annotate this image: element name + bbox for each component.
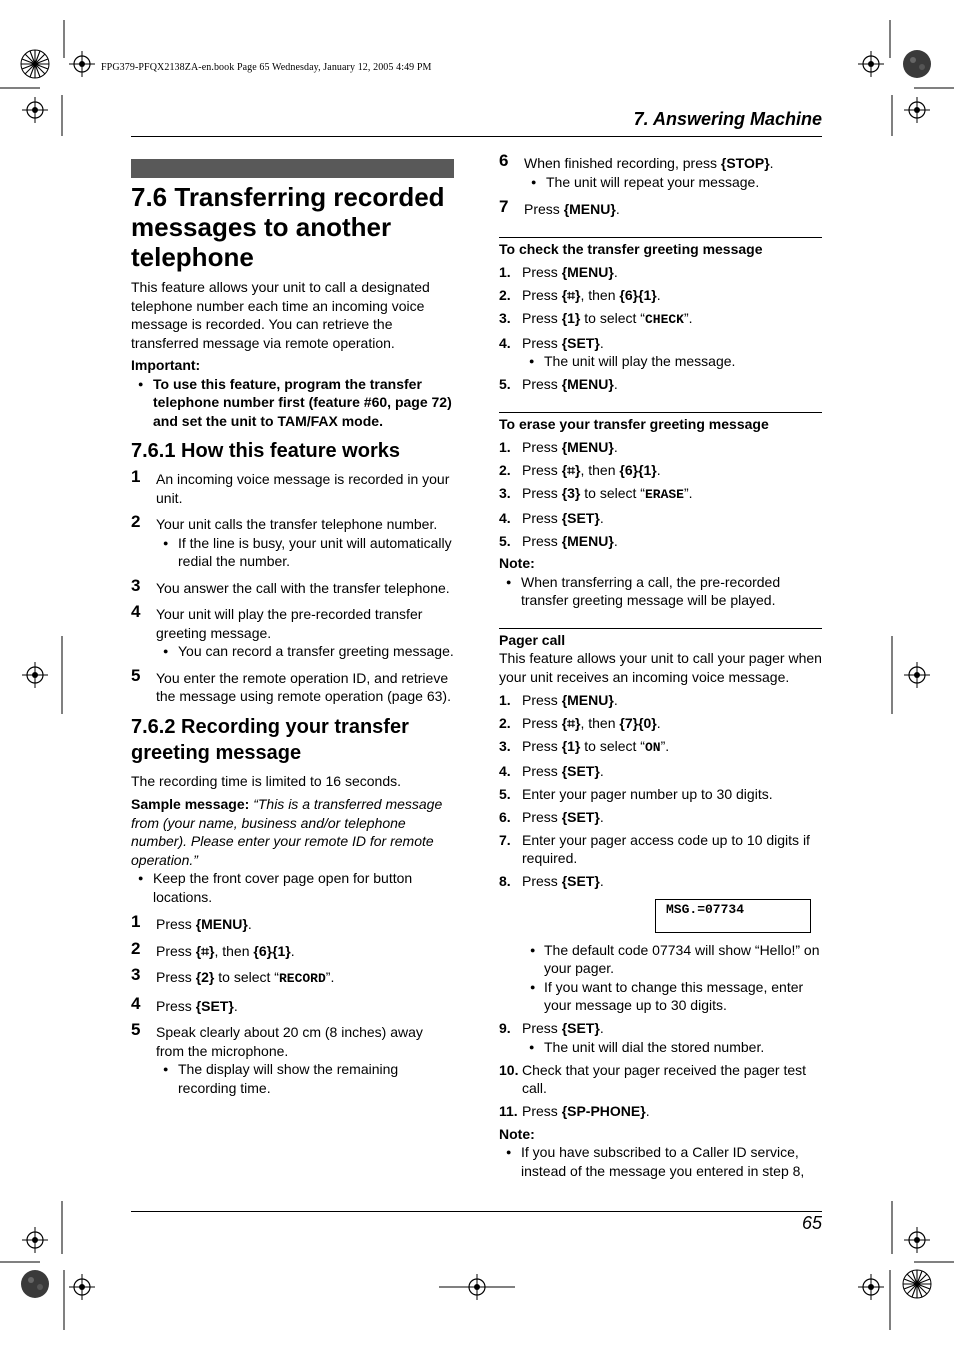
erase-note-label: Note: (499, 555, 535, 571)
lcd-display: MSG.=07734 (655, 899, 811, 933)
display-note-1: ● The default code 07734 will show “Hello!” on your pager. (499, 941, 822, 978)
recording-time: The recording time is limited to 16 seconds. (131, 772, 402, 789)
header-rule (131, 136, 822, 137)
footer-rule (131, 1211, 822, 1212)
how-step-2: 2 Your unit calls the transfer telephone number. ● If the line is busy, your unit will automatically redial the number. (131, 515, 454, 571)
how-step-1: 1 An incoming voice message is recorded in your unit. (131, 467, 450, 506)
rec-step-2: 2 Press {⌗}, then {6}{1}. (131, 938, 295, 959)
rec-step-1: 1 Press {MENU}. (131, 912, 252, 932)
pager-intro: This feature allows your unit to call your pager when your unit receives an incoming voice message. (499, 650, 822, 685)
pager-note-label: Note: (499, 1125, 535, 1142)
how-step-4: 4 Your unit will play the pre-recorded transfer greeting message. ● You can record a transfer greeting message. (131, 605, 454, 661)
keep-cover-note: ● Keep the front cover page open for button locations. (131, 869, 454, 906)
file-info: FPG379-PFQX2138ZA-en.book Page 65 Wednesday, January 12, 2005 4:49 PM (101, 62, 432, 73)
page-number: 65 (801, 1213, 822, 1233)
pager-note: ● If you have subscribed to a Caller ID service, instead of the message you entered in step 8, (499, 1143, 822, 1180)
erase-greeting-heading: To erase your transfer greeting message (499, 412, 822, 434)
how-step-5: 5 You enter the remote operation ID, and retrieve the message using remote operation (page 63). (131, 665, 451, 704)
check-greeting-heading: To check the transfer greeting message (499, 237, 822, 259)
erase-note: ● When transferring a call, the pre-recorded transfer greeting message will be played. (499, 573, 822, 610)
subsection-title-1: 7.6.1 How this feature works (131, 440, 400, 462)
right-column (499, 150, 822, 1180)
important-text: ● To use this feature, program the transfer telephone number first (feature #60, page 72) and set the unit to TAM/FAX mode. (131, 375, 454, 431)
title-bar (131, 159, 454, 178)
pager-steps-cont: 9. Press {SET}. ● The unit will dial the stored number. 10. Check that your pager received the pager test call. 11. Press {SP-PHONE}. (499, 1019, 822, 1121)
important-label: Important: (131, 357, 201, 373)
subsection-title-2: 7.6.2 Recording your transfer greeting message (131, 715, 409, 764)
page-title: 7.6 Transferring recorded messages to another telephone (131, 182, 445, 272)
section-header: 7. Answering Machine (633, 109, 822, 129)
rec-step-7: 7 Press {MENU}. (499, 197, 620, 217)
erase-greeting-steps: 1. Press {MENU}. 2. Press {⌗}, then {6}{1}. 3. Press {3} to select “ERASE”. 4. Press {SET}. 5. Press {MENU}. (499, 438, 693, 549)
pager-steps: 1. Press {MENU}. 2. Press {⌗}, then {7}{0}. 3. Press {1} to select “ON”. 4. Press {SET}. 5. Enter your pager number up to 30 digits. 6. Press {SET}. 7. Enter your pager access code up to 10 digits if required. 8. Press {SET}. (499, 691, 810, 889)
intro-text: This feature allows your unit to call a designated telephone number each time an incoming voice message is recorded. You can retrieve the transferred message via remote operation. (131, 279, 430, 351)
rec-step-6: 6 When finished recording, press {STOP}. ● The unit will repeat your message. (499, 154, 822, 191)
pager-call-heading: Pager call (499, 628, 822, 650)
sample-message: Sample message: “This is a transferred message from (your name, business and/or telephone number). Please enter your remote ID for remote operation.” (131, 796, 443, 868)
rec-step-5: 5 Speak clearly about 20 cm (8 inches) away from the microphone. ● The display will show the remaining recording time. (131, 1023, 454, 1097)
left-column (131, 150, 454, 1097)
rec-step-3: 3 Press {2} to select “RECORD”. (131, 965, 335, 986)
how-step-3: 3 You answer the call with the transfer telephone. (131, 575, 450, 596)
display-note-2: ● If you want to change this message, enter your message up to 30 digits. (499, 978, 822, 1015)
rec-step-4: 4 Press {SET}. (131, 993, 238, 1014)
check-greeting-steps: 1. Press {MENU}. 2. Press {⌗}, then {6}{1}. 3. Press {1} to select “CHECK”. 4. Press {SET}. ● The unit will play the message. 5. Press {MENU}. (499, 263, 822, 394)
